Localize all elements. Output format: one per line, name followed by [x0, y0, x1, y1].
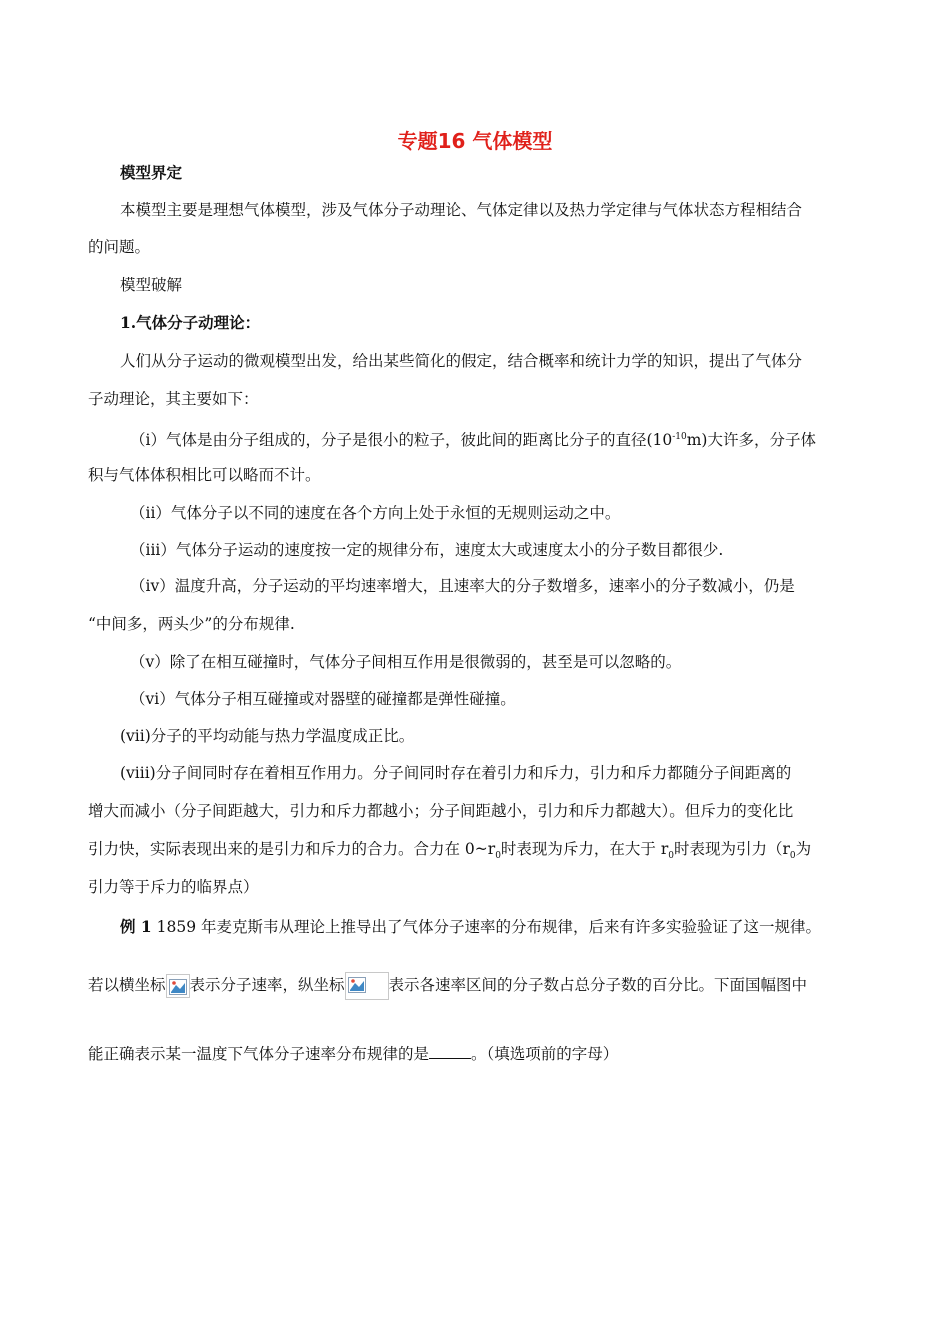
r0-subscript-1: 0	[495, 851, 501, 862]
item-i-text-b: m)大许多，分子体	[686, 431, 816, 450]
item-viii-line-2: 增大而减小（分子间距越大，引力和斥力都越小；分子间距越小，引力和斥力都越大）。但斥力的变化比	[88, 802, 794, 820]
item-i-exponent: -10	[672, 432, 687, 442]
example-text-3b: 。（填选项前的字母）	[471, 1045, 619, 1063]
broken-image-icon	[345, 972, 389, 1000]
item-i-text-a: （i）气体是由分子组成的，分子是很小的粒子，彼此间的距离比分子的直径(10	[130, 431, 673, 450]
item-ii: （ii）气体分子以不同的速度在各个方向上处于永恒的无规则运动之中。	[130, 504, 621, 522]
example-text-2c: 表示各速率区间的分子数占总分子数的百分比。下面国幅图中	[388, 976, 808, 994]
section-definition-heading: 模型界定	[120, 163, 183, 182]
example-1-line-3	[88, 1044, 618, 1064]
item-iii: （iii）气体分子运动的速度按一定的规律分布，速度太大或速度太小的分子数目都很少.	[130, 541, 724, 559]
p1-line-1: 人们从分子运动的微观模型出发，给出某些简化的假定，结合概率和统计力学的知识，提出了气体分	[120, 352, 803, 370]
item-iv-line-1: （iv）温度升高，分子运动的平均速率增大，且速率大的分子数增多，速率小的分子数减小，仍是	[130, 577, 795, 595]
intro-line-2: 的问题。	[88, 238, 151, 256]
page-title: 专题16 气体模型	[397, 129, 553, 153]
item-viii-text-a: 引力快，实际表现出来的是引力和斥力的合力。合力在 0~r	[88, 840, 496, 858]
example-text-1: 1859 年麦克斯韦从理论上推导出了气体分子速率的分布规律，后来有许多实验验证了这一规律。	[151, 918, 821, 936]
r0-subscript-2: 0	[668, 851, 674, 862]
item-i-line-2: 积与气体体积相比可以略而不计。	[88, 466, 321, 484]
example-1-line-2	[88, 972, 807, 1000]
item-iv-line-2: “中间多，两头少”的分布规律.	[88, 615, 295, 633]
item-v: （v）除了在相互碰撞时，气体分子间相互作用是很微弱的，甚至是可以忽略的。	[130, 653, 682, 671]
example-label: 例 1	[120, 917, 152, 936]
item-viii-text-b: 时表现为斥力，在大于 r	[500, 840, 669, 858]
intro-line-1: 本模型主要是理想气体模型，涉及气体分子动理论、气体定律以及热力学定律与气体状态方程相结合	[120, 201, 803, 219]
item-viii-line-4: 引力等于斥力的临界点）	[88, 878, 259, 896]
example-text-2b: 表示分子速率，纵坐标	[189, 976, 345, 994]
example-text-2a: 若以横坐标	[88, 976, 166, 994]
p1-line-2: 子动理论，其主要如下：	[88, 390, 259, 408]
example-text-3a: 能正确表示某一温度下气体分子速率分布规律的是	[88, 1045, 430, 1063]
section-analysis-heading: 模型破解	[120, 276, 183, 294]
item-viii-text-d: 为	[795, 840, 812, 858]
item-vi: （vi）气体分子相互碰撞或对器壁的碰撞都是弹性碰撞。	[130, 690, 516, 708]
r0-subscript-3: 0	[789, 851, 796, 862]
example-1-line-1	[120, 917, 821, 937]
heading-kinetic-theory: 1.气体分子动理论：	[120, 313, 261, 332]
item-viii-line-3	[88, 839, 811, 866]
broken-image-icon	[166, 974, 190, 998]
item-i-line-1	[130, 427, 816, 450]
item-viii-text-c: 时表现为引力（r	[674, 840, 790, 858]
item-vii: (vii)分子的平均动能与热力学温度成正比。	[120, 727, 415, 745]
answer-blank[interactable]	[429, 1044, 471, 1059]
item-viii-line-1: (viii)分子间同时存在着相互作用力。分子间同时存在着引力和斥力，引力和斥力都随分子间距离的	[120, 764, 792, 782]
